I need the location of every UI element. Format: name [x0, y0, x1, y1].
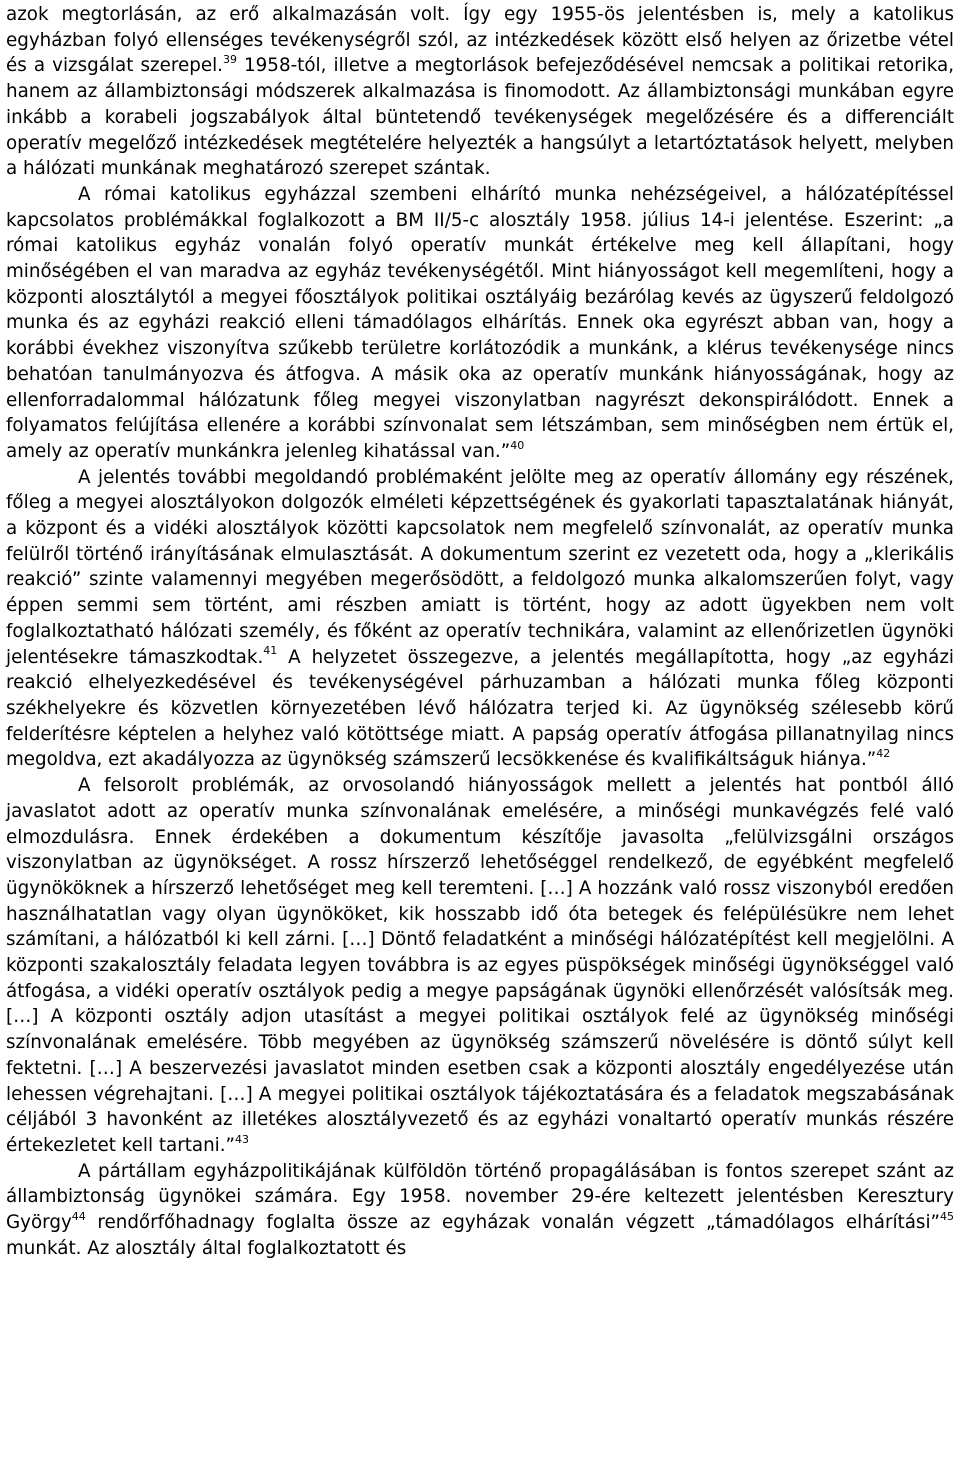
paragraph-text: rendőrfőhadnagy foglalta össze az egyházak vonalán végzett „támadólagos elhárítási”: [85, 1212, 940, 1234]
paragraph-text: A helyzetet összegezve, a jelentés megállapította, hogy „az egyházi reakció elhelyezkedésével és tevékenységével párhuzamban a hálózati munka főleg központi székhelyekre és közvetlen környezetében lévő hálózatra terjed ki. Az ügynökség szélesebb körű felderítésre képtelen a helyhez való kötöttsége miatt. A papság operatív átfogása pillanatnyilag nincs megoldva, ezt akadályozza az ügynökség számszerű lecsökkenése és kvalifikáltságuk hiánya.”: [6, 646, 954, 771]
footnote-reference: 45: [940, 1209, 954, 1223]
paragraph-text: 1958-tól, illetve a megtorlások befejeződésével nemcsak a politikai retorika, hanem az állambiztonsági módszerek alkalmazása is finomodott. Az állambiztonsági munkában egyre inkább a korabeli jogszabályok által büntetendő tevékenységek megelőzésére és a differenciált operatív megelőző intézkedések megtételére helyezték a hangsúlyt a letartóztatások helyett, melyben a hálózati munkának meghatározó szerepet szántak.: [6, 55, 955, 180]
paragraph-text: azok megtorlásán, az erő alkalmazásán volt. Így egy 1955-ös jelentésben is, mely a katolikus egyházban folyó ellenséges tevékenységről szól, az intézkedések között első helyen az őrizetbe vétel és a vizsgálat szerepel.: [6, 4, 954, 77]
footnote-reference: 41: [263, 644, 278, 658]
paragraph-text: A jelentés további megoldandó problémaként jelölte meg az operatív állomány egy részének, főleg a megyei alosztályokon dolgozók elméleti képzettségének és gyakorlati tapasztalatának hiányát, a központ és a vidéki alosztályok közötti kapcsolatok nem megfelelő színvonalát, az operatív munka felülről történő irányításának elmulasztását. A dokumentum szerint ez vezetett oda, hogy a „klerikális reakció” szinte valamennyi megyében megerősödött, a feldolgozó munka alkalomszerűen folyt, vagy éppen semmi sem történt, ami részben amiatt is történt, hogy az adott ügyekben nem volt foglalkoztatható hálózati személy, és főként az operatív technikára, valamint az ellenőrizetlen ügynöki jelentésekre támaszkodtak.: [6, 466, 954, 668]
footnote-reference: 44: [71, 1209, 86, 1223]
footnote-reference: 42: [876, 747, 891, 761]
paragraph-text: A római katolikus egyházzal szembeni elhárító munka nehézségeivel, a hálózatépítéssel kapcsolatos problémákkal foglalkozott a BM II/5-c alosztály 1958. július 14-i jelentése. Eszerint: „a római katolikus egyház vonalán folyó operatív munkát értékelve meg kell állapítani, hogy minőségében el van maradva az egyház tevékenységétől. Mint hiányosságot kell megemlíteni, hogy a központi alosztálytól a megyei főosztályok politikai osztályáig bezárólag kevés az ügyszerű feldolgozó munka és az egyházi reakció elleni támadólagos elhárítás. Ennek oka egyrészt abban van, hogy a korábbi évekhez viszonyítva szűkebb területre korlátozódik a munkánk, a klérus tevékenysége nincs behatóan tanulmányozva és átfogva. A másik oka az operatív munkánk hiányosságának, hogy az ellenforradalommal hálózatunk főleg megyei viszonylatban nagyrészt dekonspirálódott. Ennek a folyamatos felújítása ellenére a korábbi színvonalat sem létszámban, sem minőségben nem értük el, amely az operatív munkánkra jelenleg kihatással van.”: [6, 183, 954, 462]
paragraph: [6, 465, 954, 773]
paragraph-text: A felsorolt problémák, az orvosolandó hiányosságok mellett a jelentés hat pontból álló javaslatot adott az operatív munka színvonalának emelésére, a minőségi munkavégzés felé való elmozdulásra. Ennek érdekében a dokumentum készítője javasolta „felülvizsgálni országos viszonylatban az ügynökséget. A rossz hírszerző lehetőséggel rendelkező, de egyébként megfelelő ügynököknek a hírszerző lehetőséget meg kell teremteni. […] A hozzánk való rossz viszonyból eredően használhatatlan vagy olyan ügynököket, kik hosszabb idő óta betegek és felépülésükre nem lehet számítani, a hálózatból ki kell zárni. […] Döntő feladatként a minőségi hálózatépítést kell megjelölni. A központi szakalosztály feladata legyen továbbra is az egyes püspökségek minőségi ügynökséggel való átfogása, a vidéki operatív osztályok pedig a megye papságának ügynöki ellenőrzését valósítsák meg. […] A központi osztály adjon utasítást a megyei politikai osztályok felé az ügynökség minőségi színvonalának emelésére. Több megyében az ügynökség számszerű növelésére is döntő súlyt kell fektetni. […] A beszervezési javaslatot minden esetben csak a központi alosztály engedélyezése után lehessen végrehajtani. […] A megyei politikai osztályok tájékoztatására és a feladatok megszabásának céljából 3 havonként az illetékes alosztályvezető és az egyházi vonaltartó operatív munkás részére értekezletet kell tartani.”: [6, 775, 954, 1156]
paragraph: [6, 1159, 954, 1262]
footnote-reference: 43: [235, 1132, 250, 1146]
paragraph: [6, 2, 954, 182]
paragraph-text: munkát. Az alosztály által foglalkoztatott és: [6, 1237, 407, 1259]
footnote-reference: 40: [510, 438, 525, 452]
paragraph: [6, 182, 954, 465]
footnote-reference: 39: [222, 53, 237, 67]
document-body: [6, 2, 954, 1261]
paragraph: [6, 773, 954, 1159]
paragraph-text: A pártállam egyházpolitikájának külföldön történő propagálásában is fontos szerepet szánt az állambiztonság ügynökei számára. Egy 1958. november 29-ére keltezett jelentésben Keresztury György: [6, 1160, 954, 1234]
